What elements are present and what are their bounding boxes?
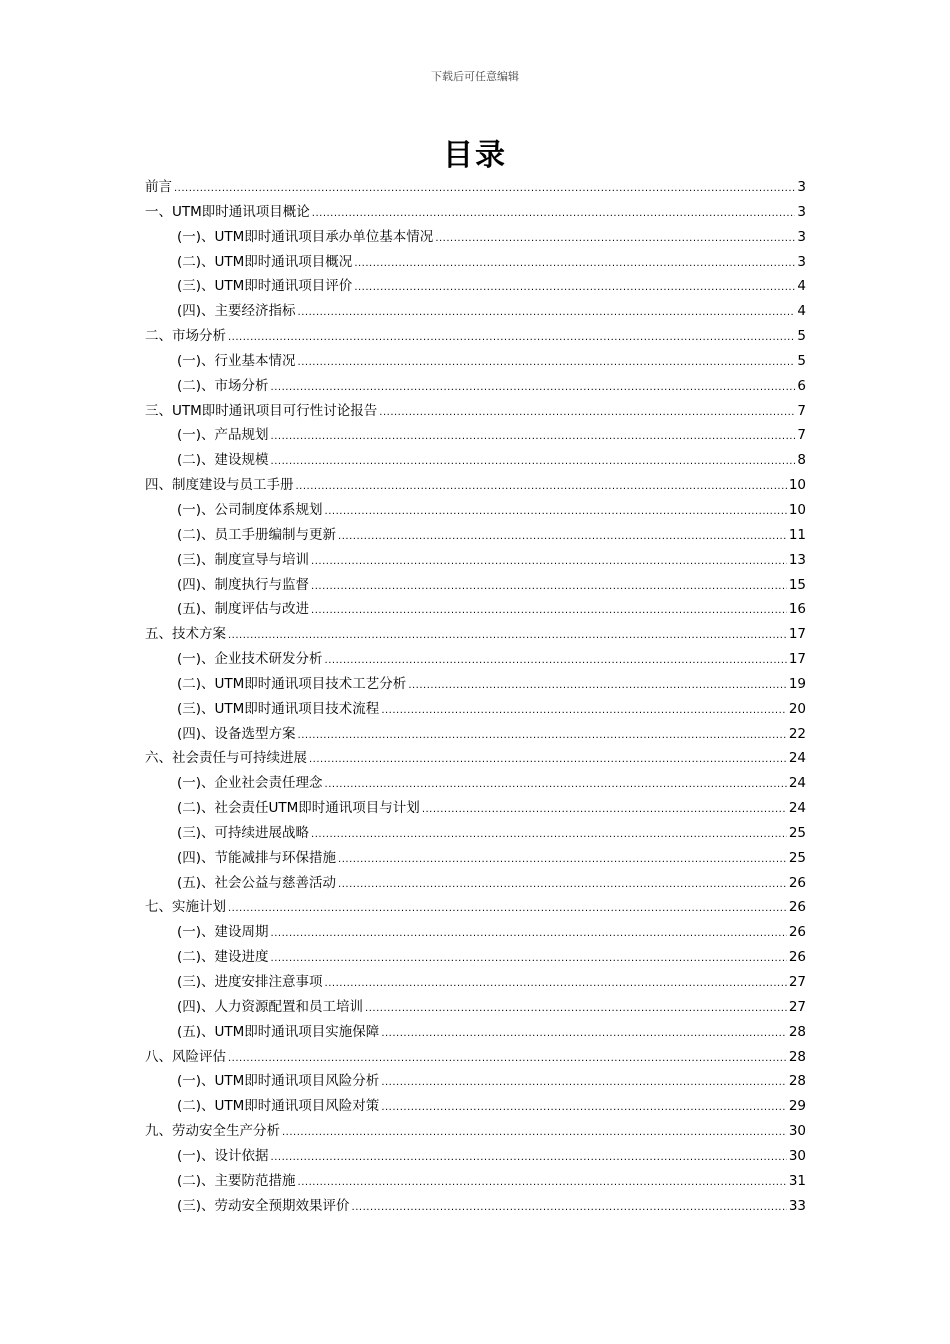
toc-dot-leader [312, 202, 796, 227]
toc-entry-page: 3 [797, 228, 806, 245]
toc-entry-page: 26 [788, 874, 806, 891]
toc-entry-label: (二)、建设规模 [177, 452, 269, 469]
toc-entry-page: 10 [788, 477, 806, 494]
toc-entry[interactable] [145, 448, 806, 473]
toc-entry-label: (一)、行业基本情况 [177, 352, 296, 369]
toc-dot-leader [338, 525, 787, 550]
page-title: 目录 [443, 138, 507, 173]
toc-entry-label: (一)、UTM即时通讯项目承办单位基本情况 [177, 228, 434, 245]
toc-dot-leader [325, 649, 787, 674]
toc-entry-page: 30 [788, 1147, 806, 1164]
toc-entry[interactable] [145, 871, 806, 896]
toc-entry-label: (四)、主要经济指标 [177, 303, 296, 320]
toc-entry-label: 八、风险评估 [145, 1048, 226, 1065]
toc-entry[interactable] [145, 945, 806, 970]
toc-dot-leader [381, 1096, 787, 1121]
toc-dot-leader [298, 351, 796, 376]
toc-dot-leader [271, 922, 787, 947]
toc-entry[interactable] [145, 1169, 806, 1194]
toc-entry-label: (三)、UTM即时通讯项目技术流程 [177, 700, 380, 717]
toc-entry-label: (三)、制度宣导与培训 [177, 551, 310, 568]
toc-entry-page: 28 [788, 1073, 806, 1090]
toc-dot-leader [381, 1022, 787, 1047]
toc-entry-label: (三)、劳动安全预期效果评价 [177, 1197, 350, 1214]
toc-dot-leader [325, 972, 787, 997]
toc-entry[interactable] [145, 970, 806, 995]
toc-dot-leader [298, 1171, 787, 1196]
toc-entry[interactable] [145, 1119, 806, 1144]
toc-entry[interactable] [145, 995, 806, 1020]
toc-entry-label: (三)、UTM即时通讯项目评价 [177, 278, 353, 295]
toc-dot-leader [228, 326, 795, 351]
toc-dot-leader [311, 550, 787, 575]
toc-dot-leader [422, 798, 787, 823]
toc-entry[interactable] [145, 274, 806, 299]
toc-dot-leader [228, 1047, 787, 1072]
toc-entry-page: 27 [788, 974, 806, 990]
toc-entry-label: 六、社会责任与可持续进展 [145, 750, 307, 767]
toc-entry-label: 四、制度建设与员工手册 [145, 477, 294, 494]
toc-entry[interactable] [145, 597, 806, 622]
toc-entry-page: 24 [788, 775, 806, 792]
toc-entry-label: (一)、企业社会责任理念 [177, 775, 323, 792]
toc-entry-label: (五)、社会公益与慈善活动 [177, 874, 337, 891]
toc-entry-page: 3 [797, 203, 806, 220]
toc-dot-leader [296, 475, 787, 500]
toc-entry-page: 20 [788, 700, 806, 717]
toc-entry-label: (二)、UTM即时通讯项目概况 [177, 253, 353, 270]
toc-dot-leader [338, 848, 787, 873]
toc-entry[interactable] [145, 423, 806, 448]
page-header: 下载后可任意编辑 [431, 70, 519, 83]
toc-entry-label: 七、实施计划 [145, 899, 226, 916]
toc-entry[interactable] [145, 846, 806, 871]
toc-entry[interactable] [145, 225, 806, 250]
toc-entry-page: 31 [788, 1172, 806, 1189]
toc-entry-page: 19 [788, 675, 806, 692]
toc-entry[interactable] [145, 1020, 806, 1045]
toc-entry[interactable] [145, 374, 806, 399]
toc-entry-label: (二)、员工手册编制与更新 [177, 526, 337, 543]
toc-entry-page: 7 [797, 402, 806, 419]
toc-entry-page: 28 [788, 1023, 806, 1040]
toc-dot-leader [354, 252, 795, 277]
toc-entry-label: (一)、公司制度体系规划 [177, 501, 323, 518]
toc-entry-label: (二)、建设进度 [177, 949, 269, 966]
toc-entry-label: (四)、人力资源配置和员工培训 [177, 998, 364, 1015]
toc-entry[interactable] [145, 523, 806, 548]
toc-entry[interactable] [145, 250, 806, 275]
toc-entry[interactable] [145, 1194, 806, 1219]
toc-entry[interactable] [145, 548, 806, 573]
toc-entry-label: 九、劳动安全生产分析 [145, 1123, 280, 1140]
toc-dot-leader [311, 599, 787, 624]
toc-entry-page: 24 [788, 750, 806, 767]
toc-entry-page: 4 [797, 303, 806, 320]
toc-entry-page: 3 [797, 179, 806, 195]
toc-entry-label: 前言 [145, 179, 172, 195]
toc-entry[interactable] [145, 200, 806, 225]
toc-entry-page: 17 [788, 651, 806, 668]
toc-entry-label: (四)、制度执行与监督 [177, 576, 310, 593]
toc-entry-label: 三、UTM即时通讯项目可行性讨论报告 [145, 402, 378, 419]
toc-dot-leader [435, 227, 795, 252]
toc-dot-leader [271, 1146, 787, 1171]
toc-entry[interactable] [145, 399, 806, 424]
toc-entry-label: (五)、UTM即时通讯项目实施保障 [177, 1023, 380, 1040]
toc-dot-leader [174, 177, 795, 202]
table-of-contents [145, 175, 806, 1218]
toc-dot-leader [325, 773, 787, 798]
toc-dot-leader [282, 1121, 787, 1146]
toc-entry[interactable] [145, 1069, 806, 1094]
toc-dot-leader [354, 276, 795, 301]
toc-entry[interactable] [145, 349, 806, 374]
toc-dot-leader [228, 897, 787, 922]
toc-dot-leader [379, 401, 795, 426]
toc-entry-label: (三)、可持续进展战略 [177, 824, 310, 841]
toc-dot-leader [271, 376, 796, 401]
toc-entry[interactable] [145, 920, 806, 945]
toc-entry-page: 26 [788, 899, 806, 916]
toc-entry-page: 11 [788, 526, 806, 543]
toc-entry-page: 10 [788, 501, 806, 518]
toc-dot-leader [311, 575, 787, 600]
toc-dot-leader [381, 699, 787, 724]
toc-entry[interactable] [145, 1144, 806, 1169]
toc-entry-label: (五)、制度评估与改进 [177, 601, 310, 618]
toc-entry[interactable] [145, 299, 806, 324]
toc-dot-leader [311, 823, 787, 848]
toc-entry[interactable] [145, 175, 806, 200]
toc-dot-leader [298, 724, 787, 749]
toc-dot-leader [325, 500, 787, 525]
toc-entry-label: (二)、UTM即时通讯项目技术工艺分析 [177, 675, 407, 692]
toc-entry[interactable] [145, 324, 806, 349]
toc-entry-page: 16 [788, 601, 806, 618]
toc-entry-label: (一)、UTM即时通讯项目风险分析 [177, 1073, 380, 1090]
toc-entry-page: 30 [788, 1123, 806, 1140]
toc-entry[interactable] [145, 622, 806, 647]
toc-entry-label: (四)、节能减排与环保措施 [177, 849, 337, 866]
toc-entry-page: 8 [797, 452, 806, 469]
toc-entry-page: 4 [797, 278, 806, 295]
toc-entry-page: 28 [788, 1048, 806, 1065]
toc-entry[interactable] [145, 746, 806, 771]
toc-entry-page: 3 [797, 253, 806, 270]
toc-entry-page: 15 [788, 576, 806, 593]
toc-dot-leader [365, 997, 787, 1022]
toc-entry[interactable] [145, 1045, 806, 1070]
toc-entry[interactable] [145, 722, 806, 747]
toc-entry-page: 13 [788, 551, 806, 568]
toc-entry-label: (二)、主要防范措施 [177, 1172, 296, 1189]
toc-entry-label: (二)、市场分析 [177, 377, 269, 394]
toc-dot-leader [228, 624, 787, 649]
toc-entry-label: (四)、设备选型方案 [177, 725, 296, 742]
toc-entry-page: 22 [788, 725, 806, 742]
toc-entry-label: (一)、建设周期 [177, 924, 269, 941]
toc-entry-page: 29 [788, 1098, 806, 1115]
toc-entry[interactable] [145, 498, 806, 523]
toc-dot-leader [298, 301, 796, 326]
toc-entry-label: 一、UTM即时通讯项目概论 [145, 203, 310, 220]
toc-entry[interactable] [145, 697, 806, 722]
toc-entry-label: (一)、设计依据 [177, 1147, 269, 1164]
toc-entry-page: 25 [788, 824, 806, 841]
toc-entry-page: 26 [788, 924, 806, 941]
toc-entry[interactable] [145, 647, 806, 672]
toc-entry-label: (一)、产品规划 [177, 427, 269, 444]
toc-dot-leader [271, 947, 787, 972]
toc-entry[interactable] [145, 796, 806, 821]
toc-dot-leader [408, 674, 787, 699]
toc-entry[interactable] [145, 672, 806, 697]
toc-entry-page: 7 [797, 427, 806, 444]
toc-entry-label: (一)、企业技术研发分析 [177, 651, 323, 668]
toc-dot-leader [338, 873, 787, 898]
toc-dot-leader [271, 425, 796, 450]
toc-entry-page: 5 [797, 328, 806, 345]
toc-entry-label: 二、市场分析 [145, 328, 226, 345]
toc-dot-leader [309, 748, 787, 773]
toc-entry-label: (二)、社会责任UTM即时通讯项目与计划 [177, 800, 420, 817]
toc-entry-label: (三)、进度安排注意事项 [177, 974, 323, 990]
toc-entry-page: 5 [797, 352, 806, 369]
toc-dot-leader [271, 450, 796, 475]
toc-entry-page: 26 [788, 949, 806, 966]
toc-entry-page: 27 [788, 998, 806, 1015]
toc-entry[interactable] [145, 771, 806, 796]
toc-entry-page: 33 [788, 1197, 806, 1214]
toc-entry[interactable] [145, 895, 806, 920]
toc-entry[interactable] [145, 473, 806, 498]
toc-entry-page: 24 [788, 800, 806, 817]
toc-entry-page: 25 [788, 849, 806, 866]
toc-entry[interactable] [145, 1094, 806, 1119]
toc-entry-page: 17 [788, 626, 806, 643]
toc-entry[interactable] [145, 573, 806, 598]
toc-dot-leader [352, 1196, 787, 1221]
toc-entry-label: 五、技术方案 [145, 626, 226, 643]
toc-entry-page: 6 [797, 377, 806, 394]
toc-entry[interactable] [145, 821, 806, 846]
toc-dot-leader [381, 1071, 787, 1096]
toc-entry-label: (二)、UTM即时通讯项目风险对策 [177, 1098, 380, 1115]
